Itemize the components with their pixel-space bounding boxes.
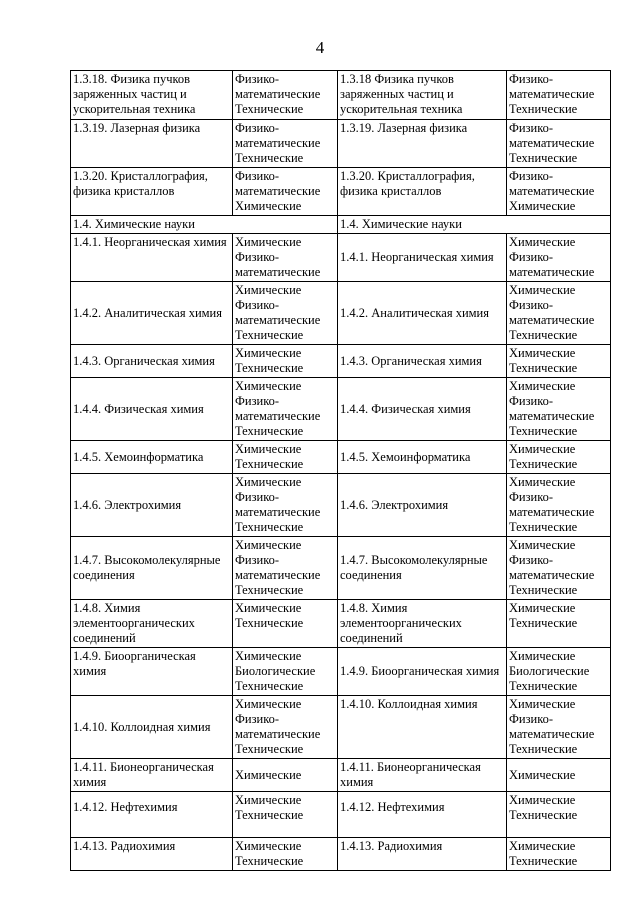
table-row [71, 696, 611, 759]
right-specialty-cell: 1.4.9. Биоорганическая химия [338, 648, 507, 696]
table-row [71, 474, 611, 537]
left-specialty-cell: 1.3.20. Кристаллография, физика кристаллов [71, 168, 233, 216]
table-row [71, 120, 611, 168]
left-branches-cell: Химические Физико- математические Технические [233, 378, 338, 441]
table-row [71, 792, 611, 838]
table-row [71, 600, 611, 648]
left-specialty-cell: 1.4.12. Нефтехимия [71, 792, 233, 838]
right-branches-cell: Химические Технические [507, 345, 611, 378]
left-section-heading: 1.4. Химические науки [71, 216, 338, 234]
left-specialty-cell: 1.3.18. Физика пучков заряженных частиц и ускорительная техника [71, 71, 233, 120]
right-specialty-cell: 1.3.19. Лазерная физика [338, 120, 507, 168]
left-branches-cell: Химические Технические [233, 441, 338, 474]
left-specialty-cell: 1.3.19. Лазерная физика [71, 120, 233, 168]
right-branches-cell: Химические Биологические Технические [507, 648, 611, 696]
right-section-heading: 1.4. Химические науки [338, 216, 611, 234]
table-row [71, 234, 611, 282]
left-branches-cell: Химические Технические [233, 600, 338, 648]
right-branches-cell: Химические Физико- математические [507, 234, 611, 282]
left-branches-cell: Химические Физико- математические [233, 234, 338, 282]
specialties-table [70, 70, 611, 871]
page-number: 4 [315, 38, 325, 57]
left-specialty-cell: 1.4.6. Электрохимия [71, 474, 233, 537]
left-specialty-cell: 1.4.8. Химия элементоорганических соединений [71, 600, 233, 648]
left-specialty-cell: 1.4.1. Неорганическая химия [71, 234, 233, 282]
right-branches-cell: Химические Технические [507, 441, 611, 474]
left-specialty-cell: 1.4.2. Аналитическая химия [71, 282, 233, 345]
right-branches-cell: Химические Физико- математические Технические [507, 474, 611, 537]
left-specialty-cell: 1.4.11. Бионеорганическая химия [71, 759, 233, 792]
right-branches-cell: Химические Физико- математические Технические [507, 378, 611, 441]
right-specialty-cell: 1.4.8. Химия элементоорганических соединений [338, 600, 507, 648]
table-row [71, 648, 611, 696]
right-branches-cell: Химические Технические [507, 600, 611, 648]
left-branches-cell: Химические Физико- математические Технические [233, 474, 338, 537]
right-branches-cell: Химические Технические [507, 792, 611, 838]
right-branches-cell: Химические Физико- математические Технические [507, 282, 611, 345]
right-specialty-cell: 1.4.13. Радиохимия [338, 838, 507, 871]
right-branches-cell: Физико- математические Химические [507, 168, 611, 216]
table-row [71, 378, 611, 441]
right-specialty-cell: 1.3.20. Кристаллография, физика кристаллов [338, 168, 507, 216]
right-specialty-cell: 1.4.7. Высокомолекулярные соединения [338, 537, 507, 600]
right-specialty-cell: 1.4.2. Аналитическая химия [338, 282, 507, 345]
table-row [71, 71, 611, 120]
left-branches-cell: Химические Физико- математические Технические [233, 537, 338, 600]
right-branches-cell: Химические [507, 759, 611, 792]
table-row [71, 759, 611, 792]
table-row [71, 282, 611, 345]
right-specialty-cell: 1.4.6. Электрохимия [338, 474, 507, 537]
specialties-table-body [71, 71, 611, 871]
right-branches-cell: Физико- математические Технические [507, 71, 611, 120]
left-specialty-cell: 1.4.9. Биоорганическая химия [71, 648, 233, 696]
left-specialty-cell: 1.4.5. Хемоинформатика [71, 441, 233, 474]
right-specialty-cell: 1.3.18 Физика пучков заряженных частиц и ускорительная техника [338, 71, 507, 120]
left-branches-cell: Химические Физико- математические Технические [233, 282, 338, 345]
right-specialty-cell: 1.4.12. Нефтехимия [338, 792, 507, 838]
right-specialty-cell: 1.4.4. Физическая химия [338, 378, 507, 441]
right-branches-cell: Химические Технические [507, 838, 611, 871]
table-row [71, 345, 611, 378]
left-branches-cell: Физико- математические Технические [233, 120, 338, 168]
right-specialty-cell: 1.4.3. Органическая химия [338, 345, 507, 378]
left-specialty-cell: 1.4.7. Высокомолекулярные соединения [71, 537, 233, 600]
table-row [71, 537, 611, 600]
right-specialty-cell: 1.4.5. Хемоинформатика [338, 441, 507, 474]
left-branches-cell: Химические Физико- математические Технические [233, 696, 338, 759]
left-specialty-cell: 1.4.10. Коллоидная химия [71, 696, 233, 759]
right-specialty-cell: 1.4.10. Коллоидная химия [338, 696, 507, 759]
right-branches-cell: Физико- математические Технические [507, 120, 611, 168]
left-branches-cell: Химические [233, 759, 338, 792]
right-specialty-cell: 1.4.11. Бионеорганическая химия [338, 759, 507, 792]
left-branches-cell: Химические Технические [233, 792, 338, 838]
table-row [71, 168, 611, 216]
left-specialty-cell: 1.4.4. Физическая химия [71, 378, 233, 441]
left-branches-cell: Химические Технические [233, 345, 338, 378]
section-row [71, 216, 611, 234]
left-branches-cell: Физико- математические Химические [233, 168, 338, 216]
left-specialty-cell: 1.4.13. Радиохимия [71, 838, 233, 871]
right-specialty-cell: 1.4.1. Неорганическая химия [338, 234, 507, 282]
left-branches-cell: Физико- математические Технические [233, 71, 338, 120]
right-branches-cell: Химические Физико- математические Технические [507, 696, 611, 759]
table-row [71, 838, 611, 871]
left-branches-cell: Химические Технические [233, 838, 338, 871]
left-branches-cell: Химические Биологические Технические [233, 648, 338, 696]
left-specialty-cell: 1.4.3. Органическая химия [71, 345, 233, 378]
table-row [71, 441, 611, 474]
right-branches-cell: Химические Физико- математические Технические [507, 537, 611, 600]
